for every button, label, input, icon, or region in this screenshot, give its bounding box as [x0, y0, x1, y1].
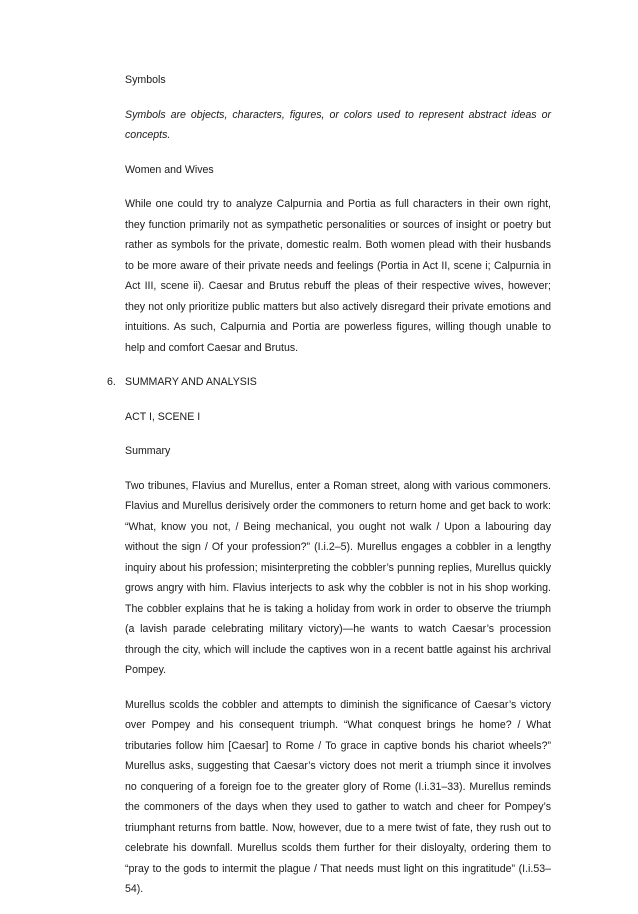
- document-body: [107, 70, 551, 914]
- section-title: SUMMARY AND ANALYSIS: [125, 376, 257, 388]
- women-and-wives-heading: Women and Wives: [125, 163, 214, 176]
- summary-paragraph-1: Two tribunes, Flavius and Murellus, enter a Roman street, along with various commoners. Flavius and Murellus derisively order the commoners to return home and get back to work: “What, know you not, / Being mechanical, you ought not walk / Upon a labouring day without the sign / Of your profession?” (I.i.2–5). Murellus engages a cobbler in a lengthy inquiry about his profession; misinterpreting the cobbler’s punning replies, Murellus quickly grows angry with him. Flavius interjects to ask why the cobbler is not in his shop working. The cobbler explains that he is taking a holiday from work in order to observe the triumph (a lavish parade celebrating military victory)—he wants to watch Caesar’s procession through the city, which will include the captives won in a recent battle against his archrival Pompey.: [125, 479, 551, 676]
- summary-paragraph-2: Murellus scolds the cobbler and attempts to diminish the significance of Caesar’s victory over Pompey and his consequent triumph. “What conquest brings he home? / What tributaries follow him [Caesar] to Rome / To grace in captive bonds his chariot wheels?” Murellus asks, suggesting that Caesar’s victory does not merit a triumph since it involves no conquering of a foreign foe to the greater glory of Rome (I.i.31–33). Murellus reminds the commoners of the days when they used to gather to watch and cheer for Pompey’s triumphant returns from battle. Now, however, due to a mere twist of fate, they rush out to celebrate his downfall. Murellus scolds them further for their disloyalty, ordering them to “pray to the gods to intermit the plague / That needs must light on this ingratitude” (I.i.53–54).: [125, 698, 551, 895]
- summary-heading: Summary: [125, 445, 171, 457]
- section-number: 6.: [107, 376, 116, 388]
- women-and-wives-paragraph: While one could try to analyze Calpurnia and Portia as full characters in their own right, they function primarily not as sympathetic personalities or sources of insight or poetry but rather as symbols for the private, domestic realm. Both women plead with their husbands to be more aware of their private needs and feelings (Portia in Act II, scene i; Calpurnia in Act III, scene ii). Caesar and Brutus rebuff the pleas of their respective wives, however; they not only prioritize public matters but also actively disregard their private emotions and intuitions. As such, Calpurnia and Portia are powerless figures, willing though unable to help and comfort Caesar and Brutus.: [125, 198, 551, 354]
- section-heading: [107, 372, 551, 393]
- scene-heading: ACT I, SCENE I: [125, 410, 201, 423]
- symbols-definition: Symbols are objects, characters, figures, or colors used to represent abstract ideas or concepts.: [125, 108, 551, 141]
- symbols-heading: Symbols: [125, 74, 166, 86]
